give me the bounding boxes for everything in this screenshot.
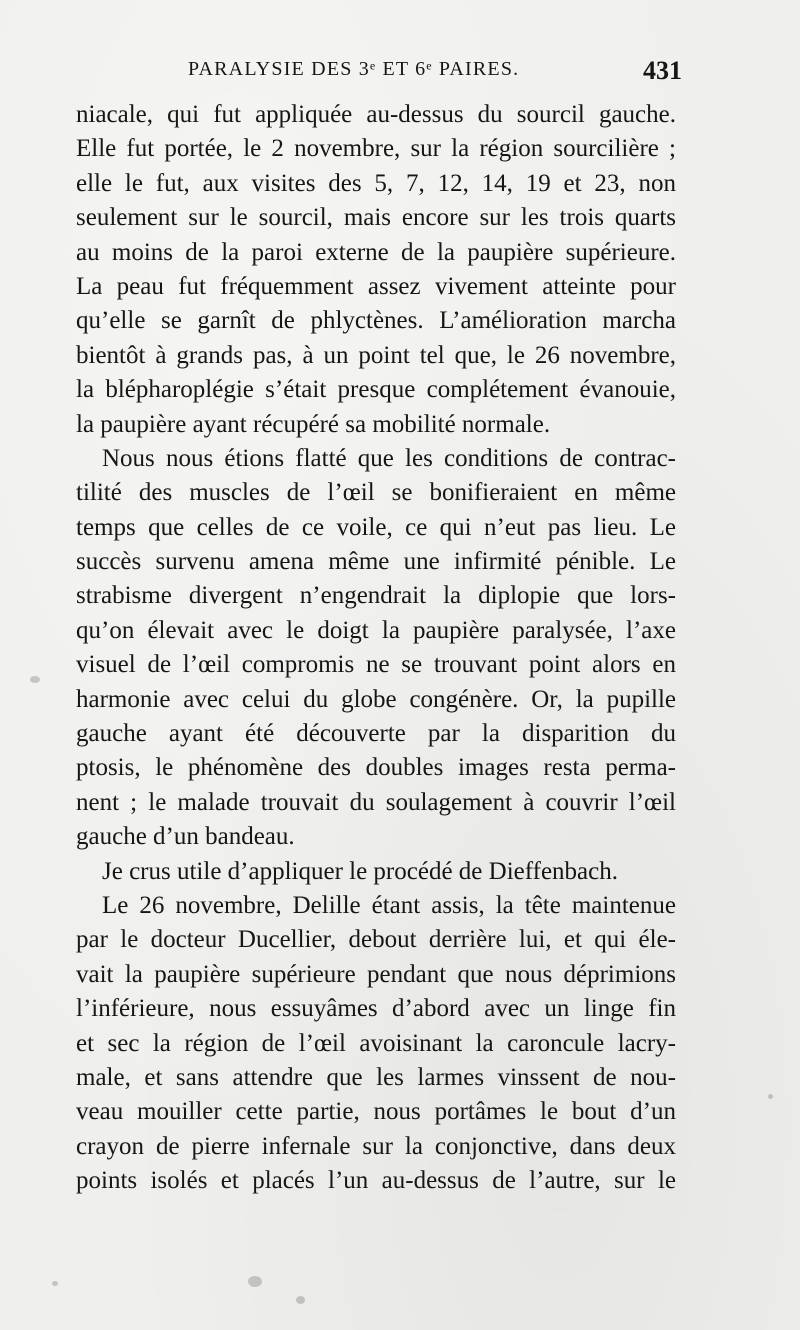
text-line: par le docteur Ducellier, debout derrière lui, et qui éle-: [76, 926, 676, 954]
text-line: crayon de pierre infernale sur la conjonctive, dans deux: [76, 1132, 676, 1160]
text-line: vait la paupière supérieure pendant que nous déprimions: [76, 960, 676, 988]
paragraph-start-line: Le 26 novembre, Delille étant assis, la tête maintenue: [102, 891, 676, 919]
text-line: Elle fut portée, le 2 novembre, sur la région sourcilière ;: [76, 135, 676, 163]
text-line: La peau fut fréquemment assez vivement atteinte pour: [76, 272, 676, 300]
text-line: temps que celles de ce voile, ce qui n’eut pas lieu. Le: [76, 513, 676, 541]
page-number: 431: [643, 56, 682, 85]
text-line: visuel de l’œil compromis ne se trouvant point alors en: [76, 651, 676, 679]
text-line: gauche d’un bandeau.: [76, 823, 295, 851]
body-text: [76, 98, 676, 1199]
text-line: la paupière ayant récupéré sa mobilité normale.: [76, 410, 551, 438]
text-line: qu’elle se garnît de phlyctènes. L’amélioration marcha: [76, 307, 676, 335]
text-line: seulement sur le sourcil, mais encore sur les trois quarts: [76, 204, 676, 232]
page-header: [76, 54, 682, 90]
paragraph-start-line: Je crus utile d’appliquer le procédé de Dieffenbach.: [102, 857, 618, 885]
text-line: harmonie avec celui du globe congénère. Or, la pupille: [76, 685, 676, 713]
text-line: nent ; le malade trouvait du soulagement à couvrir l’œil: [76, 788, 676, 816]
text-line: la blépharoplégie s’était presque complétement évanouie,: [76, 376, 676, 404]
text-line: veau mouiller cette partie, nous portâmes le bout d’un: [76, 1098, 676, 1126]
running-title: PARALYSIE DES 3ᵉ ET 6ᵉ PAIRES.: [188, 58, 520, 80]
paper-speck: [30, 676, 40, 683]
paper-speck: [296, 1296, 305, 1304]
text-line: elle le fut, aux visites des 5, 7, 12, 14, 19 et 23, non: [76, 169, 676, 197]
text-line: et sec la région de l’œil avoisinant la caroncule lacry-: [76, 1029, 676, 1057]
text-line: au moins de la paroi externe de la paupière supérieure.: [76, 238, 676, 266]
text-line: niacale, qui fut appliquée au-dessus du sourcil gauche.: [76, 101, 676, 128]
paper-speck: [52, 1281, 58, 1286]
text-line: tilité des muscles de l’œil se bonifieraient en même: [76, 479, 676, 507]
text-line: male, et sans attendre que les larmes vinssent de nou-: [76, 1063, 676, 1091]
text-line: l’inférieure, nous essuyâmes d’abord avec un linge fin: [76, 995, 676, 1023]
paragraph-start-line: Nous nous étions flatté que les conditions de contrac-: [102, 444, 676, 472]
text-line: strabisme divergent n’engendrait la diplopie que lors-: [76, 582, 676, 610]
text-line: gauche ayant été découverte par la disparition du: [76, 720, 676, 748]
paper-speck: [768, 1094, 773, 1099]
text-line: ptosis, le phénomène des doubles images resta perma-: [76, 754, 676, 782]
text-line: succès survenu amena même une infirmité pénible. Le: [76, 548, 676, 576]
text-line: bientôt à grands pas, à un point tel que, le 26 novembre,: [76, 341, 676, 369]
text-line: qu’on élevait avec le doigt la paupière paralysée, l’axe: [76, 616, 676, 644]
paper-speck: [248, 1276, 262, 1287]
text-line: points isolés et placés l’un au-dessus de l’autre, sur le: [76, 1167, 676, 1195]
